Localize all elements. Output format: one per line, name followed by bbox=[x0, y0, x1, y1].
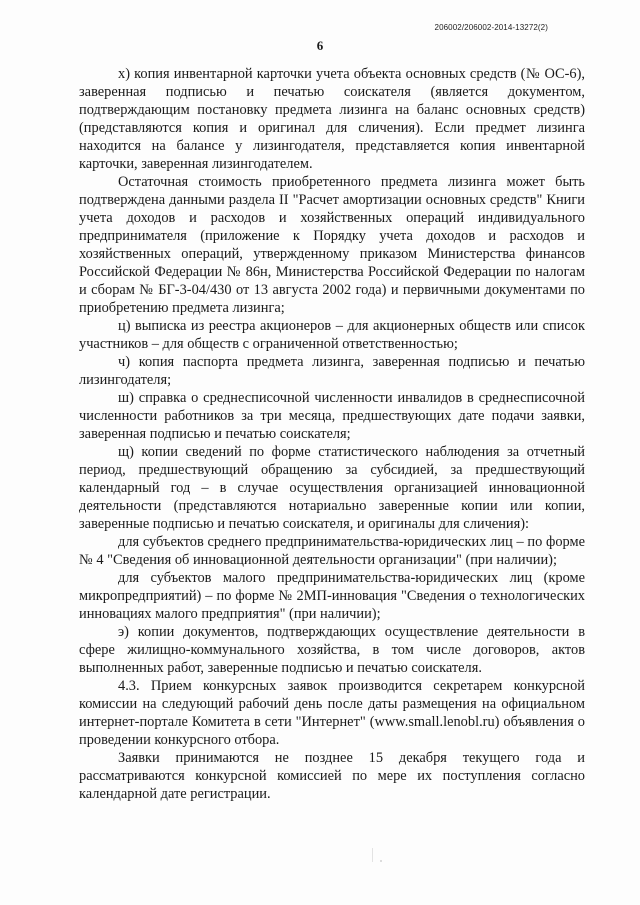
paragraph-ch: ч) копия паспорта предмета лизинга, заверенная подписью и печатью лизингодателя; bbox=[79, 354, 585, 388]
document-body bbox=[79, 65, 585, 803]
paragraph-shch: щ) копии сведений по форме статистического наблюдения за отчетный период, предшествующий обращению за субсидией, за предшествующий календарный год – в случае осуществления организацией инновационной деятельности (представляются нотариально заверенные копии или копии, заверенные подписью и печатью соискателя, и оригиналы для сличения): bbox=[79, 444, 585, 532]
paragraph-residual-value: Остаточная стоимость приобретенного предмета лизинга может быть подтверждена данными раздела II "Расчет амортизации основных средств" Книги учета доходов и расходов и хозяйственных операций индивидуального предпринимателя (приложение к Порядку учета доходов и расходов и хозяйственных операций, утвержденному приказом Министерства финансов Российской Федерации № 86н, Министерства Российской Федерации по налогам и сборам № БГ-3-04/430 от 13 августа 2002 года) и первичными документами по приобретению предмета лизинга; bbox=[79, 174, 585, 316]
paragraph-kh: х) копия инвентарной карточки учета объекта основных средств (№ ОС-6), заверенная подписью и печатью соискателя (является документом, подтверждающим постановку предмета лизинга на баланс основных средств) (представляются копия и оригинал для сличения). Если предмет лизинга находится на балансе у лизингодателя, представляется копия инвентарной карточки, заверенная лизингодателем. bbox=[79, 66, 585, 172]
paragraph-medium-business: для субъектов среднего предпринимательства-юридических лиц – по форме № 4 "Сведения об инновационной деятельности организации" (при наличии); bbox=[79, 534, 585, 568]
paragraph-deadline: Заявки принимаются не позднее 15 декабря текущего года и рассматриваются конкурсной комиссией по мере их поступления согласно календарной дате регистрации. bbox=[79, 750, 585, 802]
page-number: 6 bbox=[316, 38, 324, 53]
paragraph-ts: ц) выписка из реестра акционеров – для акционерных обществ или список участников – для обществ с ограниченной ответственностью; bbox=[79, 318, 585, 352]
paragraph-sh: ш) справка о среднесписочной численности инвалидов в среднесписочной численности работников за три месяца, предшествующих дате подачи заявки, заверенная подписью и печатью соискателя; bbox=[79, 390, 585, 442]
document-id: 206002/206002-2014-13272(2) bbox=[434, 23, 548, 32]
scan-artifact bbox=[372, 848, 373, 862]
paragraph-e: э) копии документов, подтверждающих осуществление деятельности в сфере жилищно-коммунального хозяйства, в том числе договоров, актов выполненных работ, заверенные подписью и печатью соискателя. bbox=[79, 624, 585, 676]
paragraph-4-3: 4.3. Прием конкурсных заявок производится секретарем конкурсной комиссии на следующий рабочий день после даты размещения на официальном интернет-портале Комитета в сети "Интернет" (www.small.lenobl.ru) объявления о проведении конкурсного отбора. bbox=[79, 678, 585, 748]
paragraph-small-business: для субъектов малого предпринимательства-юридических лиц (кроме микропредприятий) – по форме № 2МП-инновация "Сведения о технологических инновациях малого предприятия" (при наличии); bbox=[79, 570, 585, 622]
scan-artifact bbox=[380, 860, 382, 862]
